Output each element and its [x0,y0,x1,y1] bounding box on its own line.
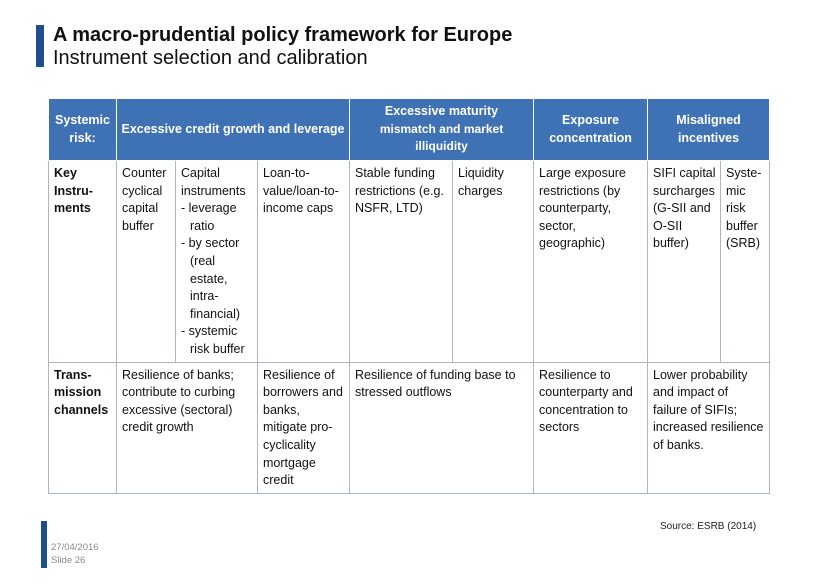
capital-line: intra- [190,289,219,304]
capital-line: - by sector [181,236,240,251]
slide-subtitle: Instrument selection and calibration [53,47,368,69]
key-instruments-row [49,161,770,363]
capital-line: ratio [190,218,215,233]
footer-accent-bar [41,521,47,568]
header-maturity-line-3: illiquidity [415,139,468,154]
slide-date: 27/04/2016 [51,542,99,553]
systemic-risk-buffer-cell: Syste-mic risk buffer (SRB) [721,161,770,363]
stable-funding-cell: Stable funding restrictions (e.g. NSFR, LTD) [350,161,453,363]
key-instruments-label: Key Instru-ments [49,161,117,363]
sifi-surcharges-cell: SIFI capital surcharges (G-SII and O-SII buffer) [648,161,721,363]
resilience-of-borrowers-cell: Resilience of borrowers and banks, mitigate pro-cyclicality mortgage credit [258,362,350,493]
header-credit-growth: Excessive credit growth and leverage [117,99,350,161]
resilience-of-banks-cell: Resilience of banks; contribute to curbing excessive (sectoral) credit growth [117,362,258,493]
resilience-to-counterparty-cell: Resilience to counterparty and concentration to sectors [534,362,648,493]
capital-line: Capital instruments [181,166,246,198]
capital-line: - systemic [181,324,238,339]
capital-line: risk buffer [190,341,245,356]
header-misaligned-incentives: Misaligned incentives [648,99,770,161]
header-maturity-mismatch [350,99,534,161]
large-exposure-cell: Large exposure restrictions (by counterparty, sector, geographic) [534,161,648,363]
title-accent-bar [36,25,44,67]
transmission-channels-label: Trans-mission channels [49,362,117,493]
counter-cyclical-buffer-cell: Counter cyclical capital buffer [117,161,176,363]
slide-number: Slide 26 [51,555,86,566]
capital-line: estate, [190,271,228,286]
capital-line: (real [190,253,216,268]
policy-framework-table [48,98,770,494]
liquidity-charges-cell: Liquidity charges [453,161,534,363]
ltv-caps-cell: Loan-to-value/loan-to-income caps [258,161,350,363]
sifi-failure-cell: Lower probability and impact of failure of SIFIs; increased resilience of banks. [648,362,770,493]
header-systemic-risk: Systemic risk: [49,99,117,161]
header-maturity-line-1: Excessive maturity [384,104,499,119]
capital-line: financial) [190,306,241,321]
source-note: Source: ESRB (2014) [660,521,757,532]
slide-title: A macro-prudential policy framework for Europe [53,24,513,46]
header-row [49,99,770,161]
transmission-channels-row [49,362,770,493]
capital-instruments-cell [176,161,258,363]
header-maturity-line-2: mismatch and market [379,121,504,136]
header-exposure-concentration: Exposure concentration [534,99,648,161]
resilience-of-funding-cell: Resilience of funding base to stressed outflows [350,362,534,493]
capital-line: - leverage [181,201,237,216]
